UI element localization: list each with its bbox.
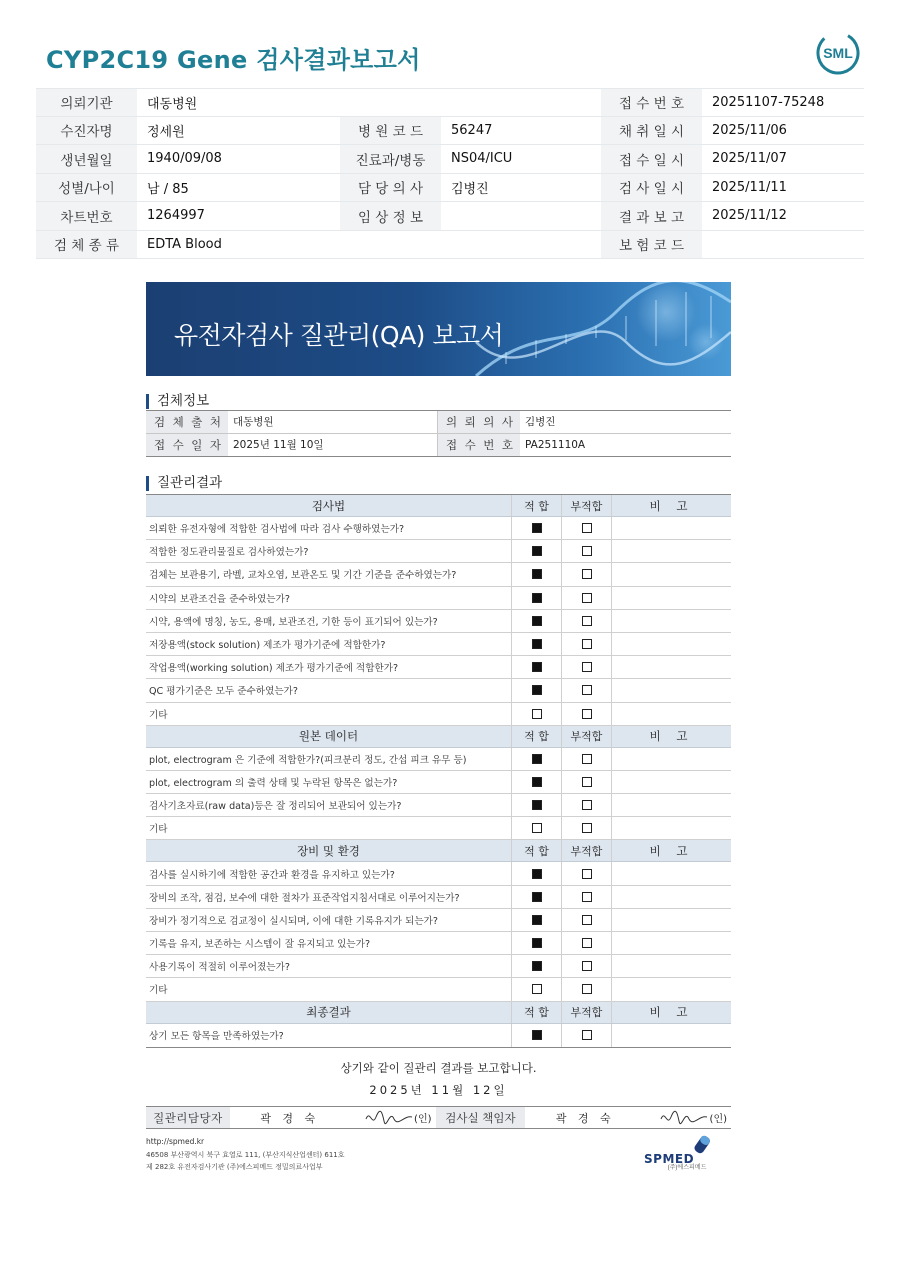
qc-fail-cell: [561, 886, 611, 908]
qc-fail-cell: [561, 703, 611, 725]
patient-field-value: [441, 202, 601, 230]
patient-field-value: 2025/11/12: [712, 208, 787, 224]
patient-field-label: 임 상 정 보: [340, 202, 441, 230]
qc-col-note: 비 고: [611, 840, 731, 861]
qc-fail-cell: [561, 955, 611, 977]
qc-item-row: [146, 862, 731, 885]
pass-checkbox-icon: [532, 593, 542, 603]
qc-pass-cell: [511, 748, 561, 770]
qc-fail-cell: [561, 633, 611, 655]
patient-field-label: [340, 89, 441, 116]
qc-col-fail: 부적합: [561, 726, 611, 747]
fail-checkbox-icon: [582, 662, 592, 672]
qc-item-row: [146, 886, 731, 909]
fail-checkbox-icon: [582, 800, 592, 810]
qc-fail-cell: [561, 978, 611, 1000]
qc-note-cell: [611, 955, 731, 977]
qc-fail-cell: [561, 540, 611, 562]
patient-field-value: 김병진: [451, 181, 489, 197]
pass-checkbox-icon: [532, 938, 542, 948]
patient-info-row: [36, 174, 864, 203]
qc-section-header: [146, 1002, 731, 1024]
pass-checkbox-icon: [532, 800, 542, 810]
patient-field-label: 생년월일: [36, 145, 137, 173]
qc-item-row: [146, 955, 731, 978]
qc-item-text: 시약, 용액에 명칭, 농도, 용매, 보관조건, 기한 등이 표기되어 있는가?: [149, 616, 438, 628]
qc-fail-cell: [561, 610, 611, 632]
specimen-date-label: 접 수 일 자: [146, 434, 228, 457]
fail-checkbox-icon: [582, 938, 592, 948]
patient-field-value: 2025/11/11: [712, 179, 787, 195]
qc-item-row: [146, 794, 731, 817]
seal-text: (인): [414, 1114, 432, 1125]
qc-col-fail: 부적합: [561, 840, 611, 861]
fail-checkbox-icon: [582, 546, 592, 556]
patient-field-value: EDTA Blood: [147, 236, 222, 252]
qc-col-pass: 적 합: [511, 495, 561, 516]
qc-fail-cell: [561, 679, 611, 701]
pass-checkbox-icon: [532, 869, 542, 879]
lab-head-name: 곽 경 숙: [555, 1111, 615, 1125]
qc-note-cell: [611, 587, 731, 609]
qc-item-row: [146, 656, 731, 679]
fail-checkbox-icon: [582, 915, 592, 925]
qc-item-text: 장비의 조작, 점검, 보수에 대한 절차가 표준작업지침서대로 이루어지는가?: [149, 892, 460, 904]
specimen-doctor-value: 김병진: [525, 416, 556, 429]
fail-checkbox-icon: [582, 754, 592, 764]
qc-pass-cell: [511, 540, 561, 562]
pass-checkbox-icon: [532, 709, 542, 719]
qc-item-row: [146, 771, 731, 794]
qc-note-cell: [611, 703, 731, 725]
patient-field-value: [441, 231, 601, 259]
fail-checkbox-icon: [582, 869, 592, 879]
qc-item-row: [146, 679, 731, 702]
qc-pass-cell: [511, 587, 561, 609]
qc-item-text: 작업용액(working solution) 제조가 평가기준에 적합한가?: [149, 663, 399, 675]
qc-note-cell: [611, 563, 731, 585]
confirm-text: 상기와 같이 질관리 결과를 보고합니다.: [340, 1061, 537, 1075]
signature-icon: [364, 1105, 414, 1131]
patient-field-value: 20251107-75248: [712, 94, 825, 110]
qc-note-cell: [611, 886, 731, 908]
pass-checkbox-icon: [532, 984, 542, 994]
qc-item-row: [146, 633, 731, 656]
fail-checkbox-icon: [582, 823, 592, 833]
qc-pass-cell: [511, 771, 561, 793]
qc-fail-cell: [561, 748, 611, 770]
qc-fail-cell: [561, 517, 611, 539]
banner-title: 유전자검사 질관리(QA) 보고서: [174, 321, 504, 350]
pass-checkbox-icon: [532, 616, 542, 626]
qc-fail-cell: [561, 909, 611, 931]
patient-field-value: 56247: [451, 122, 493, 138]
qc-item-row: [146, 932, 731, 955]
lab-head-seal: [645, 1107, 731, 1128]
patient-field-value: 2025/11/06: [712, 122, 787, 138]
pass-checkbox-icon: [532, 915, 542, 925]
qc-item-text: 시약의 보관조건을 준수하였는가?: [149, 593, 290, 605]
fail-checkbox-icon: [582, 616, 592, 626]
qc-pass-cell: [511, 703, 561, 725]
signature-row: [146, 1106, 731, 1129]
pass-checkbox-icon: [532, 1030, 542, 1040]
patient-field-label: 채 취 일 시: [601, 117, 702, 145]
fail-checkbox-icon: [582, 685, 592, 695]
pass-checkbox-icon: [532, 961, 542, 971]
qc-item-text: 기타: [149, 709, 168, 721]
qc-note-cell: [611, 1024, 731, 1047]
pass-checkbox-icon: [532, 546, 542, 556]
specimen-number-value: PA251110A: [525, 438, 586, 451]
qc-item-text: plot, electrogram 은 기준에 적합한가?(피크분리 정도, 간섭 피크 유무 등): [149, 754, 467, 766]
qc-item-text: 기타: [149, 824, 168, 836]
qc-note-cell: [611, 932, 731, 954]
patient-field-label: 수진자명: [36, 117, 137, 145]
qc-fail-cell: [561, 771, 611, 793]
qc-manager-name: 곽 경 숙: [260, 1111, 320, 1125]
fail-checkbox-icon: [582, 984, 592, 994]
qc-pass-cell: [511, 679, 561, 701]
qc-item-text: 의뢰한 유전자형에 적합한 검사법에 따라 검사 수행하였는가?: [149, 524, 405, 536]
qc-fail-cell: [561, 817, 611, 839]
qc-note-cell: [611, 517, 731, 539]
qc-item-row: [146, 517, 731, 540]
pass-checkbox-icon: [532, 754, 542, 764]
qc-pass-cell: [511, 610, 561, 632]
seal-text: (인): [709, 1114, 728, 1125]
qc-col-pass: 적 합: [511, 1002, 561, 1023]
qc-item-row: [146, 909, 731, 932]
qc-item-text: 사용기록이 적절히 이루어졌는가?: [149, 962, 290, 974]
qc-col-pass: 적 합: [511, 840, 561, 861]
patient-field-label: 병 원 코 드: [340, 117, 441, 145]
qc-item-row: [146, 540, 731, 563]
qc-note-cell: [611, 817, 731, 839]
patient-field-label: 접 수 일 시: [601, 145, 702, 173]
patient-field-value: 1940/09/08: [147, 151, 222, 167]
signature-icon: [659, 1105, 709, 1131]
qc-note-cell: [611, 978, 731, 1000]
specimen-row: [146, 411, 731, 434]
qc-col-fail: 부적합: [561, 1002, 611, 1023]
patient-info-row: [36, 202, 864, 231]
patient-field-label: 성별/나이: [36, 174, 137, 202]
pass-checkbox-icon: [532, 823, 542, 833]
qc-fail-cell: [561, 563, 611, 585]
qc-pass-cell: [511, 817, 561, 839]
pass-checkbox-icon: [532, 523, 542, 533]
patient-field-label: 검 체 종 류: [36, 231, 137, 259]
patient-field-value: NS04/ICU: [451, 151, 513, 167]
patient-info-row: [36, 231, 864, 260]
report-date: 2025년 11월 12일: [369, 1083, 508, 1097]
qc-item-row: [146, 1024, 731, 1047]
patient-info-table: [36, 88, 864, 259]
qc-pass-cell: [511, 794, 561, 816]
qc-note-cell: [611, 862, 731, 884]
patient-field-value: 1264997: [147, 208, 205, 224]
qc-pass-cell: [511, 909, 561, 931]
patient-field-value: 남 / 85: [147, 181, 189, 197]
qc-manager-seal: [350, 1107, 436, 1128]
qc-item-text: 기타: [149, 985, 168, 997]
qc-pass-cell: [511, 656, 561, 678]
report-title: CYP2C19 Gene 검사결과보고서: [46, 46, 421, 74]
qc-pass-cell: [511, 955, 561, 977]
specimen-source-value: 대동병원: [228, 411, 438, 433]
qc-section-title: 원본 데이터: [298, 729, 359, 744]
qa-banner: [146, 282, 731, 376]
qc-note-cell: [611, 771, 731, 793]
specimen-heading: 검체정보: [146, 394, 209, 409]
patient-field-value: 정세원: [147, 124, 185, 140]
patient-field-value: 대동병원: [147, 96, 198, 112]
patient-field-label: 의뢰기관: [36, 89, 137, 116]
qc-pass-cell: [511, 563, 561, 585]
fail-checkbox-icon: [582, 961, 592, 971]
qc-note-cell: [611, 909, 731, 931]
sml-logo-icon: [815, 30, 861, 76]
qc-note-cell: [611, 679, 731, 701]
qc-note-cell: [611, 794, 731, 816]
qc-table: [146, 494, 731, 1048]
qc-item-row: [146, 563, 731, 586]
qc-pass-cell: [511, 1024, 561, 1047]
fail-checkbox-icon: [582, 892, 592, 902]
qc-section-header: [146, 495, 731, 517]
qc-section-header: [146, 726, 731, 748]
qc-fail-cell: [561, 656, 611, 678]
specimen-row: [146, 434, 731, 457]
qc-pass-cell: [511, 932, 561, 954]
qc-heading: 질관리결과: [146, 476, 222, 491]
specimen-table: [146, 410, 731, 457]
patient-info-row: [36, 117, 864, 146]
patient-field-value: [702, 231, 864, 259]
qc-note-cell: [611, 633, 731, 655]
qc-fail-cell: [561, 932, 611, 954]
qc-section-title: 최종결과: [306, 1005, 351, 1020]
patient-field-label: 진료과/병동: [340, 145, 441, 173]
fail-checkbox-icon: [582, 709, 592, 719]
fail-checkbox-icon: [582, 569, 592, 579]
pass-checkbox-icon: [532, 639, 542, 649]
qc-col-note: 비 고: [611, 495, 731, 516]
qc-fail-cell: [561, 862, 611, 884]
patient-field-label: 보 험 코 드: [601, 231, 702, 259]
qc-item-text: plot, electrogram 의 출력 상태 및 누락된 항목은 없는가?: [149, 777, 398, 789]
patient-info-row: [36, 88, 864, 117]
pass-checkbox-icon: [532, 569, 542, 579]
qc-item-text: 적합한 정도관리물질로 검사하였는가?: [149, 547, 309, 559]
spmed-logo-text: SPMED: [644, 1152, 695, 1166]
qc-manager-label: 질관리담당자: [146, 1107, 230, 1128]
qc-item-row: [146, 748, 731, 771]
footer-url[interactable]: http://spmed.kr: [146, 1137, 205, 1146]
qc-pass-cell: [511, 978, 561, 1000]
qc-item-row: [146, 978, 731, 1001]
pass-checkbox-icon: [532, 777, 542, 787]
qc-pass-cell: [511, 633, 561, 655]
qc-fail-cell: [561, 587, 611, 609]
pass-checkbox-icon: [532, 685, 542, 695]
patient-field-value: 2025/11/07: [712, 151, 787, 167]
footer: [146, 1136, 345, 1174]
qc-pass-cell: [511, 886, 561, 908]
fail-checkbox-icon: [582, 1030, 592, 1040]
qc-note-cell: [611, 540, 731, 562]
qc-item-text: 저장용액(stock solution) 제조가 평가기준에 적합한가?: [149, 640, 386, 652]
qc-col-note: 비 고: [611, 1002, 731, 1023]
qc-item-text: 장비가 정기적으로 검교정이 실시되며, 이에 대한 기록유지가 되는가?: [149, 915, 438, 927]
patient-field-label: 결 과 보 고: [601, 202, 702, 230]
qc-note-cell: [611, 610, 731, 632]
qc-fail-cell: [561, 794, 611, 816]
qc-item-row: [146, 817, 731, 840]
qc-section-title: 장비 및 환경: [297, 843, 360, 858]
spmed-logo-sub: (주)에스피메드: [667, 1165, 707, 1171]
qc-pass-cell: [511, 862, 561, 884]
specimen-doctor-label: 의 뢰 의 사: [438, 411, 520, 433]
qc-col-pass: 적 합: [511, 726, 561, 747]
qc-item-text: 상기 모든 항목을 만족하였는가?: [149, 1031, 284, 1043]
qc-item-text: 검사기초자료(raw data)등은 잘 정리되어 보관되어 있는가?: [149, 801, 402, 813]
fail-checkbox-icon: [582, 593, 592, 603]
patient-field-label: [340, 231, 441, 259]
pass-checkbox-icon: [532, 892, 542, 902]
qc-fail-cell: [561, 1024, 611, 1047]
patient-field-label: 접 수 번 호: [601, 89, 702, 116]
qc-item-row: [146, 703, 731, 726]
pass-checkbox-icon: [532, 662, 542, 672]
specimen-date-value: 2025년 11월 10일: [228, 434, 438, 457]
lab-head-label: 검사실 책임자: [436, 1107, 526, 1128]
qc-item-row: [146, 610, 731, 633]
qc-section-title: 검사법: [311, 498, 346, 513]
qc-note-cell: [611, 656, 731, 678]
fail-checkbox-icon: [582, 639, 592, 649]
specimen-number-label: 접 수 번 호: [438, 434, 520, 457]
patient-field-label: 검 사 일 시: [601, 174, 702, 202]
fail-checkbox-icon: [582, 523, 592, 533]
patient-field-label: 차트번호: [36, 202, 137, 230]
qc-item-text: 검체는 보관용기, 라벨, 교차오염, 보관온도 및 기간 기준을 준수하였는가?: [149, 570, 457, 582]
footer-license: 제 282호 유전자검사기관 (주)에스피메드 정밀의료사업부: [146, 1163, 323, 1171]
footer-address: 46508 부산광역시 북구 효열로 111, (부산지식산업센터) 611호: [146, 1150, 345, 1159]
patient-field-value: [441, 89, 601, 116]
patient-field-label: 담 당 의 사: [340, 174, 441, 202]
qc-col-fail: 부적합: [561, 495, 611, 516]
sml-logo-text: SML: [823, 45, 853, 61]
qc-section-header: [146, 840, 731, 862]
qc-item-text: QC 평가기준은 모두 준수하였는가?: [149, 686, 298, 698]
specimen-source-label: 검 체 출 처: [146, 411, 228, 433]
qc-item-text: 기록을 유지, 보존하는 시스템이 잘 유지되고 있는가?: [149, 939, 371, 951]
qc-pass-cell: [511, 517, 561, 539]
qc-col-note: 비 고: [611, 726, 731, 747]
qc-item-row: [146, 587, 731, 610]
qc-item-text: 검사를 실시하기에 적합한 공간과 환경을 유지하고 있는가?: [149, 869, 395, 881]
qc-note-cell: [611, 748, 731, 770]
patient-info-row: [36, 145, 864, 174]
fail-checkbox-icon: [582, 777, 592, 787]
